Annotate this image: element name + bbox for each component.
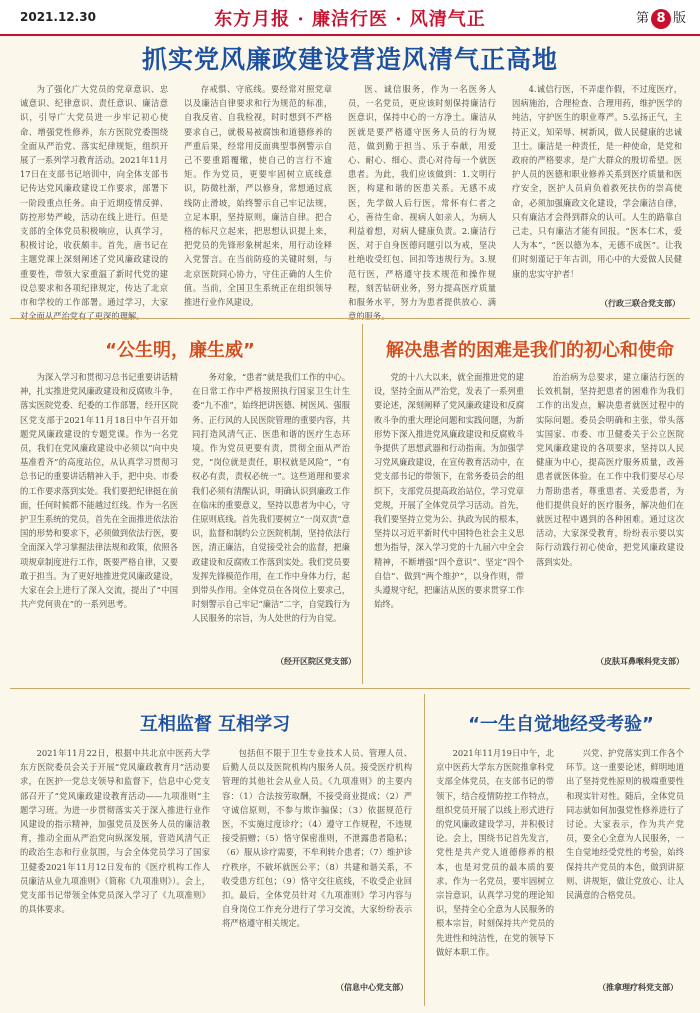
fairness-column-1 — [20, 370, 178, 670]
page-suffix: 版 — [672, 11, 686, 26]
test-text-1: 2021年11月19日中午，北京中医药大学东方医院推拿科党支部全体党员，在支部书记的带领下，结合疫情防控工作特点，组织党员开展了以线上形式进行的党风廉政建设学习，并积极讨论。会上，围绕书记首先发言，党性是共产党人道德修养的根本，也是对党员的最本质的要求。作为一名党员，要牢固树立宗旨意识，认真学习党的理论知识，坚持全心全意为人民服务的根本宗旨，时刻保持共产党员的先进性和纯洁性，在党的领导下做好本职工作。 — [436, 748, 554, 957]
test-text-2: 兴党、护党落实到工作各个环节。这一重要论述，鲜明地道出了坚持党性原则的极端重要性和现实针对性。随后，全体党员同志就如何加强党性修养进行了讨论。大家表示，作为共产党员，要全心全意为人民服务，一生自觉地经受党性的考验，始终保持共产党员的本色，做到讲原则、讲规矩，做让党放心、让人民满意的合格党员。 — [566, 748, 684, 901]
test-column-1 — [436, 746, 554, 996]
masthead-title: 东方月报 · 廉洁行医 · 风清气正 — [214, 9, 486, 30]
main-headline: 抓实党风廉政建设营造风清气正高地 — [141, 45, 558, 74]
supervision-column-2 — [222, 746, 412, 974]
mission-column-1 — [374, 370, 524, 670]
page-number: 8 — [651, 9, 671, 29]
mission-column-2 — [536, 370, 684, 642]
main-article-column-3 — [348, 82, 496, 322]
mission-byline: （皮肤耳鼻喉科党支部） — [596, 657, 684, 666]
main-article-column-1 — [20, 82, 168, 322]
supervision-text-2: 包括但不限于卫生专业技术人员、管理人员、后勤人员以及医院机构内服务人员。接受医疗机构管理的其他社会从业人员。《九项准则》的主要内容：（1）合法按劳取酬，不接受商业提成；（2）严守诚信原则，不参与欺诈骗保；（3）依据规范行医，不实施过度诊疗；（4）遵守工作规程，不违规接受捐赠；（5）恪守保密准则，不泄露患者隐私；（6）服从诊疗需要，不牟利转介患者；（7）维护诊疗秩序，不破坏就医公平；（8）共建和谐关系，不收受患方红包；（9）恪守交往底线，不收受企业回扣。最后，全体党员针对《九项准则》学习内容与自身岗位工作充分进行了学习交流，大家纷纷表示将严格遵守相关规定。 — [222, 748, 412, 929]
masthead-banner — [0, 0, 700, 36]
main-article-column-4 — [512, 82, 682, 292]
fairness-text-2: 务对象，“患者”就是我们工作的中心。在日常工作中严格按照执行国家卫生计生委“九不准”，始终把讲医德、树医风、强服务、正行风的人民医院管理的重要内容，共同打造风清气正、医患和谐的医疗生态环境。作为党员更要有责，贯彻全面从严治党，“岗位就是责任，职权就是风险”，“有权必有责，责权必统一”。这些道理和要求我们必须有清醒认识，明确认识到廉政工作在临床的重要意义，坚持以患者为中心，守住原则底线。首先我们要树立“一岗双责”意识，监督和制约公立医院机制，坚持依法行医，清正廉洁，自觉接受社会的监督，把廉政建设和反腐败工作落到实处。我们党员要发挥先锋模范作用，在工作中身体力行，起到带头作用。全体党员在各岗位上要求己，时刻警示自己牢记“廉洁”二字，自觉践行为人民服务的宗旨，为人处世的行为自觉。 — [192, 372, 350, 624]
fairness-column-2 — [192, 370, 350, 650]
main-article-text-2: 存戒惧、守底线。要经常对照党章以及廉洁自律要求和行为规范的标准，自我反省、自我检视，时时想到不严格要求自己，就极易被腐蚀和道德修养的严重后果，经常用反面典型事例警示自己不要重蹈覆辙，使自己的言行不逾矩。作为党员，更要牢固树立底线意识，防微杜渐，严以修身，常想通过底线防止滑坡，始终警示自己牢记法规，立足本职，坚持原则，廉洁自律。把合格的标尺立起来，把思想认识提上来，把党员的先锋形象树起来，用行动诠释入党誓言。在当前防疫的关键时刻，与北京医院同心协力，守住正确的人生价值。当前，全国卫生系统正在组织领导推进行业作风建设。 — [184, 84, 332, 308]
article-headline-supervision: 互相监督 互相学习 — [139, 714, 291, 735]
mission-text-1: 党的十八大以来，就全面推进党的建设，坚持全面从严治党，发表了一系列重要论述，深刻阐释了党风廉政建设和反腐败斗争的重大理论问题和实践问题，为新形势下深入推进党风廉政建设和反腐败斗争提供了思想武器和行动指南。为加强学习党风廉政建设，在宣传教育活动中，在党支部书记的带领下，在常务委员会的组织下，支部党员提高政治站位，学习党章党规，开展了全体党员学习活动。首先，我们要坚持立党为公、执政为民的根本，坚持以习近平新时代中国特色社会主义思想为指导，深入学习党的十九届六中全会精神，不断增强“四个意识”、坚定“四个自信”、做到“两个维护”，以身作则，带头遵规守纪，把廉洁从医的要求贯穿工作始终。 — [374, 372, 524, 610]
supervision-text-1: 2021年11月22日，根据中共北京中医药大学东方医院委员会关于开展“党风廉政教育月”活动要求，在医护一党总支领导和监督下，信息中心党支部召开了“党风廉政建设教育活动——九项准则”主题学习班。为进一步贯彻落实关于深入推进行业作风建设的指示精神，加强党员及医务人员的廉洁教育，推动全面从严治党向纵深发展，营造风清气正的政治生态和行业氛围，与会全体党员学习了国家卫健委2021年11月12日发布的《医疗机构工作人员廉洁从业九项准则》（简称《九项准则》）。会上，党支部书记带领全体党员深入学习了《九项准则》的具体要求。 — [20, 748, 210, 915]
issue-date: 2021.12.30 — [20, 10, 96, 24]
main-article-byline: （行政三联合党支部） — [600, 299, 680, 308]
article-headline-mission: 解决患者的困难是我们的初心和使命 — [386, 340, 674, 361]
divider — [362, 324, 363, 684]
article-headline-fairness: “公生明，廉生威” — [105, 340, 255, 361]
divider — [424, 694, 425, 1006]
test-column-2 — [566, 746, 684, 974]
supervision-column-1 — [20, 746, 210, 996]
page-number-badge — [636, 7, 686, 29]
main-article-column-2 — [184, 82, 332, 314]
main-article-text-3: 医、诚信服务，作为一名医务人员，一名党员，更应该时刻保持廉洁行医意识，保持中心的一方净土。廉洁从医就是要严格遵守医务人员的行为规范，做到勤于担当、乐于奉献，用爱心、耐心、细心、责心对待每一个就医患者。为此，我们应该做到：1.文明行医，构建和谐的医患关系。无感不成医，先学做人后行医，常怀有仁者之心，善待生命、视病人如亲人，为病人利益着想，对病人健康负责。2.廉洁行医，对于自身医德问题引以为戒，坚决杜绝收受红包、回扣等违规行为。3.规范行医，严格遵守技术规范和操作规程，刻苦钻研业务，努力提高医疗质量和服务水平，努力为患者提供放心、满意的服务。 — [348, 84, 496, 322]
supervision-byline: （信息中心党支部） — [336, 983, 408, 992]
fairness-byline: （经开区院区党支部） — [276, 657, 356, 666]
divider — [10, 688, 690, 689]
main-article-text-4: 4.诚信行医，不弄虚作假，不过度医疗，因病施治，合理检查、合理用药，维护医学的纯洁，守护医生的职业尊严。5.弘扬正气，主持正义，知荣辱、树新风，做人民健康的忠诚卫士。廉洁是一种责任，是一种使命，是党和政府的严格要求，是广大群众的殷切希望。医护人员的医德和职业修养关系到医疗质量和医疗安全，医护人员肩负着救死扶伤的崇高使命，必须加强廉政文化建设，学会廉洁自律，只有廉洁才会得到群众的认可。人生的路靠自己走，只有廉洁才能有回报。“医本仁术，爱人为本”，“医以德为本，无德不成医”。让我们时刻谨记于年古训，用心中的大爱做人民健康的忠实守护者！ — [512, 84, 682, 279]
main-article-text-1: 为了强化广大党员的党章意识、忠诚意识、纪律意识、责任意识、廉洁意识，引导广大党员进一步牢记初心使命、增强党性修养，东方医院党委围绕全面从严治党、落实纪律规矩，组织开展了一系列学习教育活动。2021年11月17日在支部书记培训中，向全体支部书记传达党风廉政建设工作要求，部署下一阶段重点任务。由于近期疫情反弹、防控形势严峻，活动在线上进行。但是支部的全体党员积极响应，认真学习，积极讨论，收获颇丰。首先，唐书记在主题党课上深刻阐述了党风廉政建设的重要性，带领大家重温了新时代党的建设总要求和各项纪律规定，传达了北京市和学校的工作部署。通过学习，大家对全面从严治党有了更深的理解。 — [20, 84, 168, 322]
test-byline: （推拿理疗科党支部） — [598, 983, 678, 992]
article-headline-test: “一生自觉地经受考验” — [468, 714, 654, 735]
fairness-text-1: 为深入学习和贯彻习总书记重要讲话精神，扎实推进党风廉政建设和反腐败斗争，落实医院党委、纪委的工作部署，经开区院区党支部于2021年11月18日中午召开如题党风廉政建设的专题党课。作为一名党员，我们在党风廉政建设中必须以“向中央基准看齐”的高度站位，从认真学习贯彻习总书记的重要讲话精神入手，把中央、市委的工作要求落到实处。我们要把纪律挺在前面，任何时候都不能越过红线。作为一名医护卫生系统的党员，首先在全面推进依法治国的形势和要求下，必须做到依法行医，要全面深入学习掌握法律法规和政策，依照各项规章制度进行工作，既要严格自律，又要敢于担当。为了更好地推进党风廉政建设，大家在会上进行了深入交流，提出了“中国共产党何贵在”的一系列思考。 — [20, 372, 178, 610]
mission-text-2: 治治病为总要求，建立廉洁行医的长效机制，坚持把患者的困难作为我们工作的出发点，解决患者就医过程中的实际问题。委员会明确和主张，带头落实国家、市委、市卫健委关于公立医院党风廉政建设的各项要求，坚持以人民健康为中心，提高医疗服务质量，改善患者就医体验。在工作中我们要尽心尽力帮助患者，尊重患者、关爱患者，为他们提供良好的医疗服务，解决他们在就医过程中遇到的各种困难。通过这次活动，大家深受教育，纷纷表示要以实际行动践行初心使命，把党风廉政建设落到实处。 — [536, 372, 684, 567]
divider — [10, 318, 690, 319]
page-prefix: 第 — [635, 11, 649, 26]
